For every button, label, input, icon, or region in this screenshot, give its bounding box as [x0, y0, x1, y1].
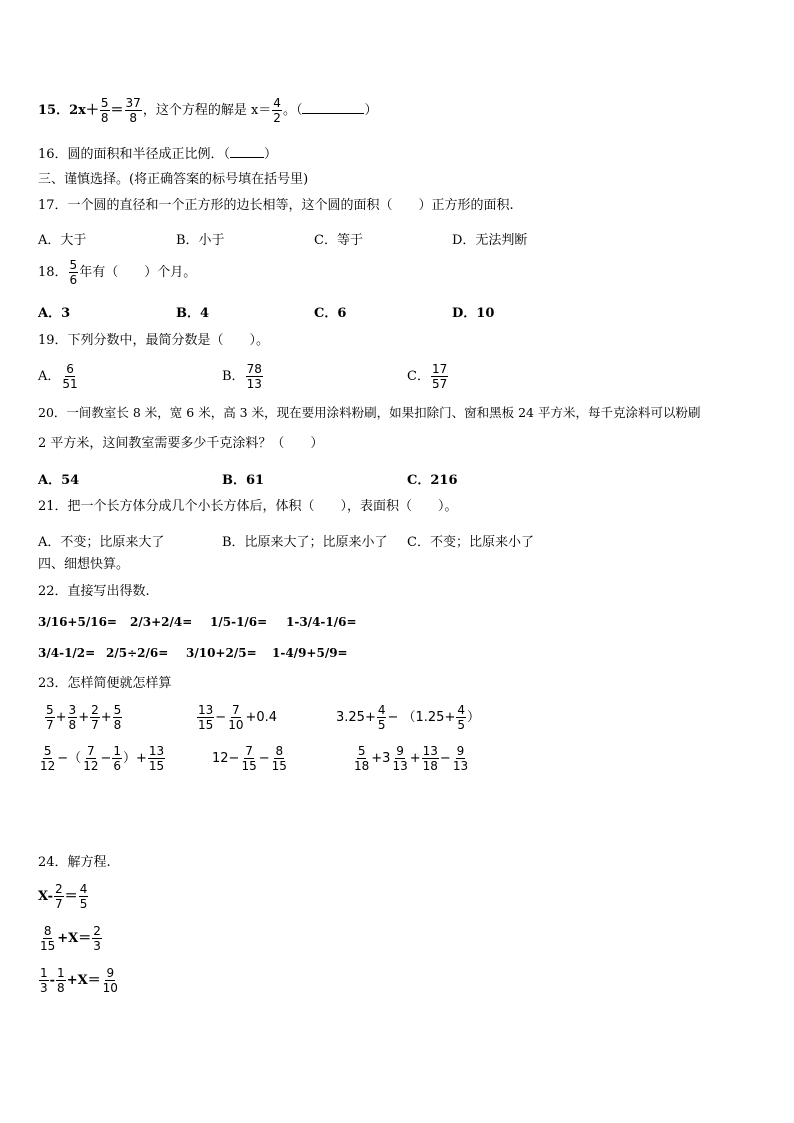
paren-close: ）	[264, 147, 278, 162]
numerator: 2	[93, 924, 101, 938]
denominator: 5	[457, 718, 465, 732]
denominator: 10	[102, 981, 118, 995]
numerator: 5	[46, 703, 54, 717]
section-heading-4: 四、细想快算。	[38, 557, 130, 572]
expr-text: ，这个方程的解是 x＝	[142, 103, 272, 118]
option-b[interactable]: B．比原来大了；比原来小了	[222, 535, 388, 550]
expr-text: − （1.25+	[387, 710, 456, 725]
question-21: 21．把一个长方体分成几个小长方体后，体积（ ），表面积（ ）。	[38, 499, 458, 514]
expression-5: 12− $\frac{7}{15}$ − $\frac{8}{15}$	[212, 744, 287, 773]
denominator: 8	[100, 111, 109, 125]
equation-3	[38, 966, 120, 995]
denominator: 12	[83, 759, 99, 773]
denominator: 12	[40, 759, 56, 773]
calc-item: 2/5÷2/6=	[106, 646, 169, 660]
expr-text: 3.25+	[336, 710, 376, 725]
fraction	[197, 703, 214, 732]
expression-4: $\frac{5}{12}$ −（ $\frac{7}{12}$ − $\frac{1}{6}$ ）+ $\frac{13}{15}$	[40, 744, 165, 773]
numerator: 8	[43, 924, 52, 938]
fraction	[61, 362, 78, 391]
fraction	[56, 966, 66, 995]
fraction	[227, 703, 244, 732]
fraction	[240, 744, 257, 773]
expr-text: -	[49, 973, 56, 988]
option-c[interactable]: C．6	[314, 306, 347, 321]
fraction	[377, 703, 387, 732]
denominator: 7	[91, 718, 99, 732]
option-a[interactable]: A．不变；比原来大了	[38, 535, 165, 550]
calc-item: 3/4-1/2=	[38, 646, 96, 660]
denominator: 7	[55, 897, 63, 911]
equals-sign: ＝	[110, 103, 124, 118]
numerator: 6	[66, 362, 74, 376]
fraction	[422, 744, 439, 773]
fraction	[456, 703, 466, 732]
denominator: 3	[40, 981, 48, 995]
calc-item: 3/10+2/5=	[186, 646, 257, 660]
option-c[interactable]: C．216	[407, 473, 458, 488]
fraction	[79, 882, 89, 911]
numerator: 1	[57, 966, 65, 980]
denominator: 2	[273, 111, 281, 125]
expr-text: X-	[38, 889, 54, 904]
fraction	[112, 744, 122, 773]
fraction	[39, 966, 49, 995]
denominator: 18	[354, 759, 370, 773]
numerator: 13	[422, 744, 438, 758]
option-d[interactable]: D．10	[452, 306, 495, 321]
calc-item: 1-4/9+5/9=	[272, 646, 348, 660]
option-label: A．	[38, 369, 61, 384]
numerator: 5	[100, 96, 109, 110]
numerator: 4	[273, 96, 281, 110]
option-a[interactable]	[38, 362, 80, 391]
denominator: 5	[79, 897, 88, 911]
numerator: 17	[431, 362, 448, 376]
denominator: 8	[57, 981, 65, 995]
question-15	[38, 96, 377, 125]
numerator: 5	[69, 258, 78, 272]
equation-2	[38, 924, 103, 953]
numerator: 13	[148, 744, 165, 758]
calc-item: 1/5-1/6=	[210, 615, 268, 629]
question-23-title: 23．怎样简便就怎样算	[38, 676, 172, 691]
expr-text: +X＝	[57, 931, 92, 946]
denominator: 15	[148, 759, 165, 773]
paren-close: ）	[364, 103, 378, 118]
question-number: 15．	[38, 103, 70, 118]
numerator: 7	[232, 703, 240, 717]
fraction	[45, 703, 55, 732]
expression-1: $\frac{5}{7}$ + $\frac{3}{8}$ + $\frac{2}{7}$ + $\frac{5}{8}$	[46, 703, 122, 732]
numerator: 4	[79, 882, 88, 896]
fraction	[431, 362, 448, 391]
fraction	[271, 744, 288, 773]
option-a[interactable]: A．54	[38, 473, 80, 488]
numerator: 1	[40, 966, 48, 980]
fraction	[452, 744, 469, 773]
denominator: 6	[69, 273, 78, 287]
numerator: 2	[55, 882, 63, 896]
denominator: 6	[113, 759, 122, 773]
numerator: 3	[68, 703, 77, 717]
fraction	[125, 96, 142, 125]
fraction	[353, 744, 370, 773]
numerator: 9	[456, 744, 465, 758]
expr-text: +3	[371, 751, 391, 766]
expr-text: +X＝	[66, 973, 101, 988]
denominator: 15	[271, 759, 287, 773]
equation-1	[38, 882, 89, 911]
denominator: 8	[113, 718, 122, 732]
expr-text: 2x＋	[69, 103, 99, 118]
answer-blank[interactable]	[230, 146, 264, 158]
option-c[interactable]	[407, 362, 449, 391]
denominator: 57	[431, 377, 448, 391]
option-b[interactable]: B．4	[176, 306, 210, 321]
question-19: 19．下列分数中，最简分数是（ ）。	[38, 333, 270, 348]
question-18	[38, 258, 196, 287]
question-text: 16．圆的面积和半径成正比例．（	[38, 147, 231, 162]
numerator: 9	[396, 744, 404, 758]
denominator: 15	[40, 939, 56, 953]
numerator: 2	[91, 703, 99, 717]
numerator: 4	[377, 703, 386, 717]
numerator: 13	[198, 703, 214, 717]
expression-6: $\frac{5}{18}$ +3 $\frac{9}{13}$ + $\frac{13}{18}$ − $\frac{9}{13}$	[354, 744, 469, 773]
denominator: 10	[228, 718, 244, 732]
option-b[interactable]: B．小于	[176, 233, 225, 248]
option-label: B．	[222, 369, 245, 384]
option-c[interactable]: C．不变；比原来小了	[407, 535, 534, 550]
question-17: 17．一个圆的直径和一个正方形的边长相等，这个圆的面积（ ）正方形的面积.	[38, 198, 514, 213]
denominator: 7	[46, 718, 54, 732]
question-24-title: 24．解方程.	[38, 855, 111, 870]
expr-text: +0.4	[245, 710, 278, 725]
calc-item: 3/16+5/16=	[38, 615, 117, 629]
question-22-title: 22．直接写出得数.	[38, 584, 150, 599]
fraction	[54, 882, 64, 911]
equals-sign: ＝	[64, 889, 78, 904]
fraction	[113, 703, 123, 732]
question-text: 年有（ ）个月。	[79, 265, 197, 280]
fraction	[82, 744, 99, 773]
numerator: 5	[357, 744, 366, 758]
question-number: 18．	[38, 265, 68, 280]
fraction	[100, 96, 110, 125]
option-label: C．	[407, 369, 430, 384]
numerator: 9	[106, 966, 115, 980]
numerator: 1	[113, 744, 122, 758]
numerator: 78	[246, 362, 262, 376]
expr-text: −（	[57, 751, 82, 766]
numerator: 7	[245, 744, 253, 758]
numerator: 4	[457, 703, 465, 717]
denominator: 51	[62, 377, 78, 391]
option-a[interactable]: A．3	[38, 306, 71, 321]
fraction	[272, 96, 282, 125]
denominator: 13	[452, 759, 469, 773]
fraction	[92, 924, 102, 953]
denominator: 13	[392, 759, 408, 773]
option-a[interactable]: A．大于	[38, 233, 87, 248]
fraction	[391, 744, 408, 773]
denominator: 5	[377, 718, 386, 732]
answer-blank[interactable]	[302, 102, 364, 114]
calc-item: 2/3+2/4=	[130, 615, 193, 629]
denominator: 8	[129, 111, 137, 125]
denominator: 3	[93, 939, 101, 953]
fraction	[90, 703, 100, 732]
denominator: 8	[68, 718, 77, 732]
question-20-line1: 20．一间教室长 8 米，宽 6 米，高 3 米，现在要用涂料粉刷，如果扣除门、窗和黑板 24 平方米，每千克涂料可以粉刷	[38, 405, 701, 420]
option-b[interactable]: B．61	[222, 473, 265, 488]
expr-text: 。（	[282, 103, 303, 118]
denominator: 13	[246, 377, 262, 391]
expr-text: ）+	[123, 751, 147, 766]
fraction	[148, 744, 165, 773]
question-16	[38, 146, 277, 163]
denominator: 15	[241, 759, 257, 773]
expr-text: 12−	[212, 751, 240, 766]
numerator: 5	[43, 744, 52, 758]
expression-2: $\frac{13}{15}$ − $\frac{7}{10}$ +0.4	[198, 703, 278, 732]
numerator: 8	[275, 744, 284, 758]
section-heading-3: 三、谨慎选择。(将正确答案的标号填在括号里)	[38, 172, 309, 187]
calc-item: 1-3/4-1/6=	[286, 615, 357, 629]
option-b[interactable]	[222, 362, 264, 391]
numerator: 5	[113, 703, 122, 717]
fraction	[246, 362, 263, 391]
option-c[interactable]: C．等于	[314, 233, 363, 248]
fraction	[69, 258, 79, 287]
fraction	[68, 703, 78, 732]
fraction	[39, 924, 56, 953]
denominator: 15	[198, 718, 214, 732]
fraction	[102, 966, 119, 995]
denominator: 18	[422, 759, 438, 773]
fraction	[39, 744, 56, 773]
question-20-line2: 2 平方米，这间教室需要多少千克涂料？（ ）	[38, 436, 324, 451]
expr-text: ）	[467, 710, 481, 725]
expression-3	[336, 703, 480, 732]
numerator: 37	[125, 96, 141, 110]
option-d[interactable]: D．无法判断	[452, 233, 528, 248]
numerator: 7	[87, 744, 95, 758]
